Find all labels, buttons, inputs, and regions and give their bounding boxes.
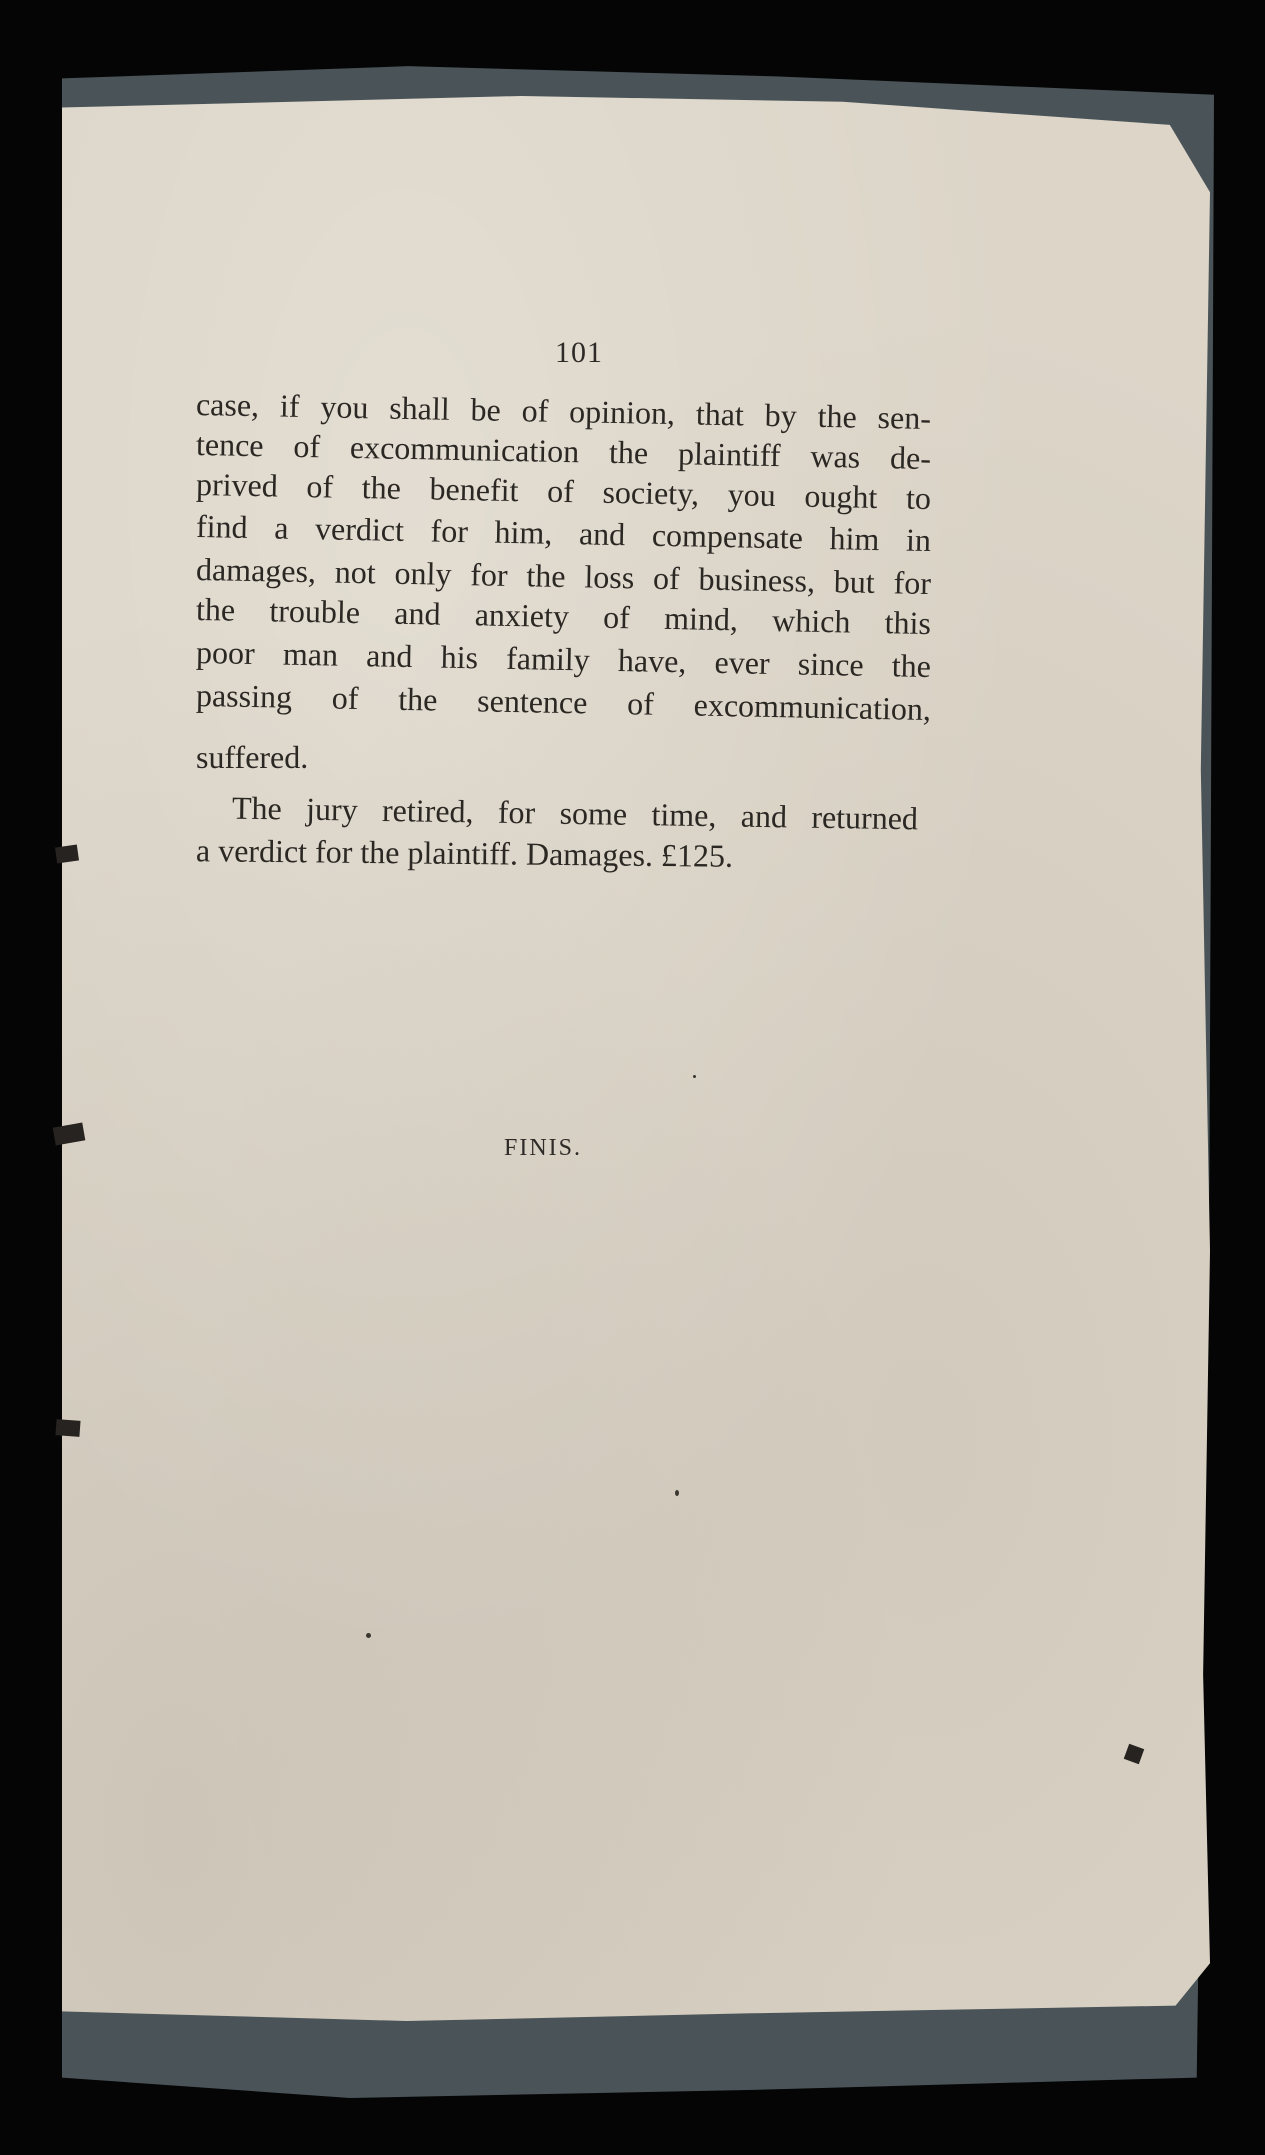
text-line: case, if you shall be of opinion, that by the sen- [195,385,932,437]
text-line: a verdict for the plaintiff. Damages. £125. [195,832,734,874]
text-line: The jury retired, for some time, and returned [231,789,919,837]
text-line: suffered. [196,739,309,775]
paper-speck [693,1075,696,1078]
finis-heading: FINIS. [504,1135,583,1161]
text-line: tence of excommunication the plaintiff was de- [195,425,932,477]
text-line: prived of the benefit of society, you ought to [195,465,932,517]
page-number: 101 [555,336,603,369]
text-line: poor man and his family have, ever since the [195,633,932,685]
paper-speck [366,1633,371,1638]
text-line: find a verdict for him, and compensate him in [195,507,932,559]
text-line: damages, not only for the loss of business, but for [195,550,932,602]
binding-tab [55,1419,80,1437]
text-line: passing of the sentence of excommunication, [195,676,932,728]
paper-speck [675,1490,679,1496]
binding-tab [55,845,79,864]
text-line: the trouble and anxiety of mind, which this [195,590,932,642]
